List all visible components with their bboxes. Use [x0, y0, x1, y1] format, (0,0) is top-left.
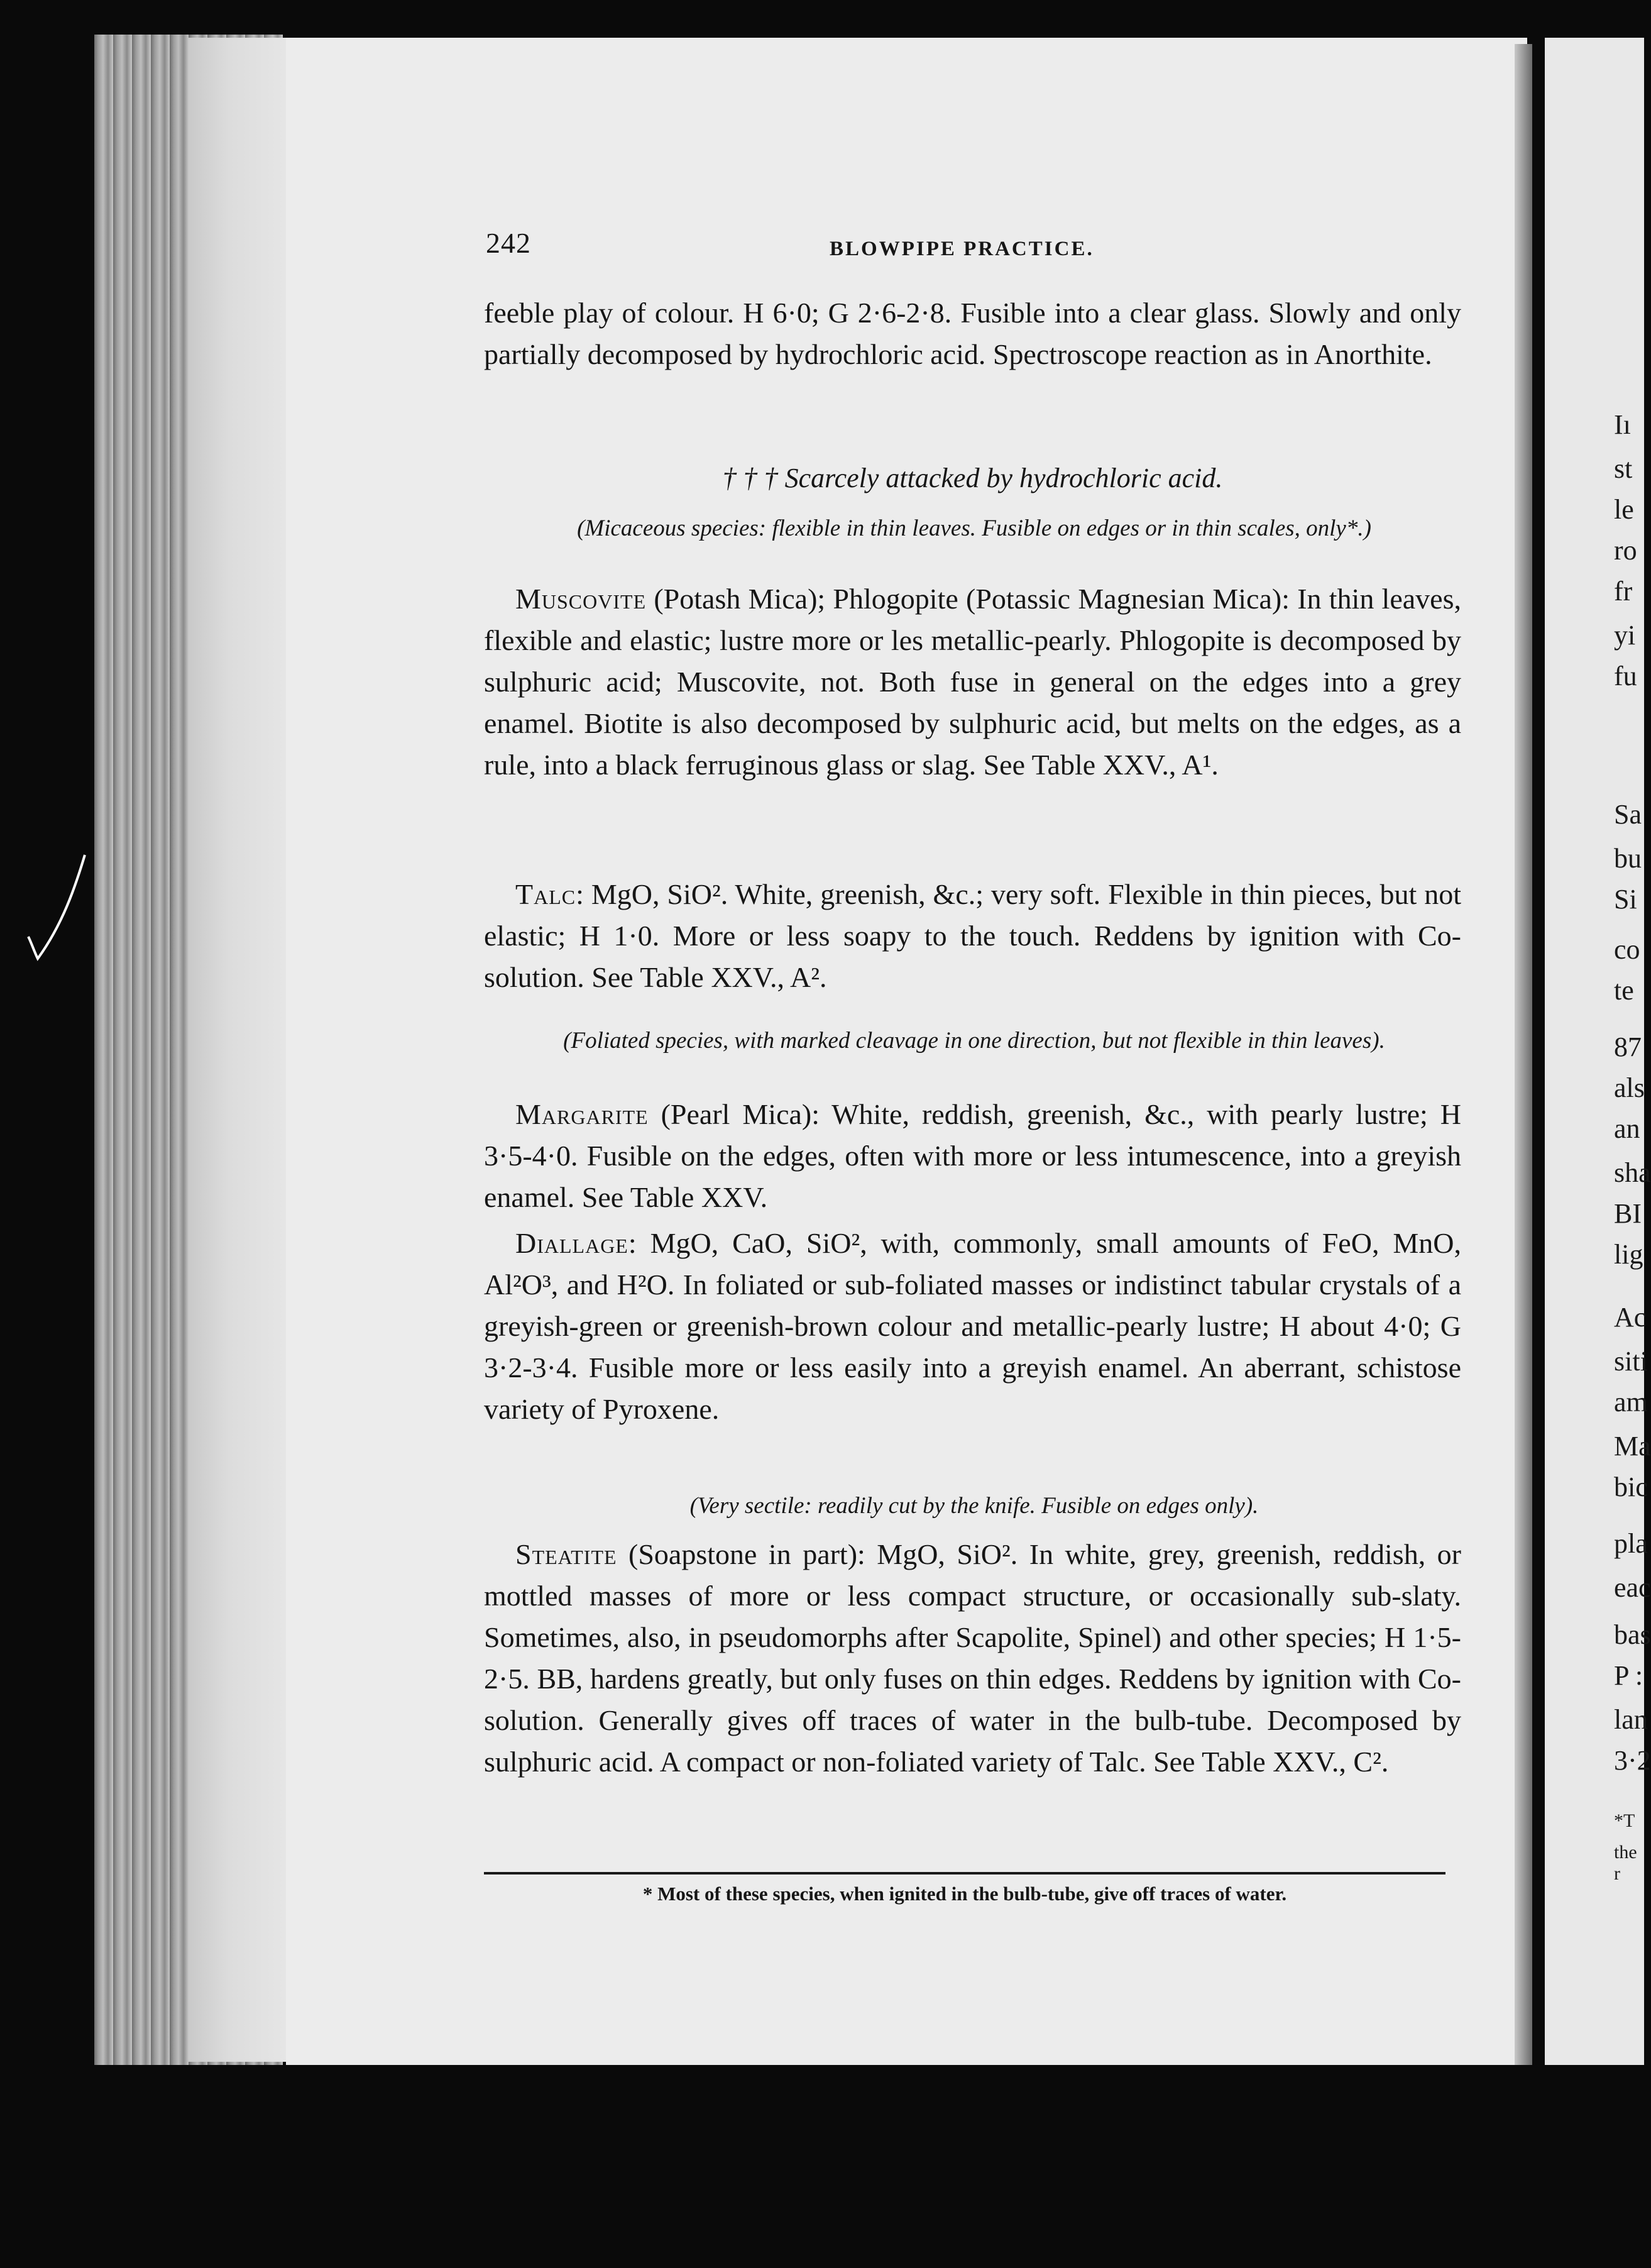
inner-margin-shadow: [189, 38, 289, 2062]
scan-border: [94, 2065, 1644, 2268]
facing-page-fragment: te: [1614, 975, 1634, 1006]
facing-page-fragment: fr: [1614, 576, 1633, 607]
steatite-text: (Soapstone in part): MgO, SiO². In white, grey, greenish, reddish, or mottled masses of more or less compact structure, or occasionally sub-slaty. Sometimes, also, in pseudomorphs after Scapolite, Spinel) and other species; H 1·5-2·5. BB, hardens greatly, but only fuses on thin edges. Reddens by ignition with Co-solution. Generally gives off traces of water in the bulb-tube. Decomposed by sulphuric acid. A compact or non-foliated variety of Talc. See Table XXV., C².: [484, 1538, 1461, 1778]
facing-page-fragment: als: [1614, 1072, 1645, 1103]
facing-page-fragment: an: [1614, 1113, 1640, 1144]
muscovite-lead: Muscovite: [515, 583, 647, 615]
margarite-lead: Margarite: [515, 1098, 649, 1130]
facing-page-fragment: BI: [1614, 1198, 1642, 1229]
footnote: * Most of these species, when ignited in the bulb-tube, give off traces of water.: [642, 1883, 1287, 1905]
facing-page-fragment: siti: [1614, 1346, 1648, 1377]
facing-page-fragment: ro: [1614, 535, 1637, 566]
facing-page-fragment: Ac: [1614, 1302, 1647, 1333]
facing-page-fragment: Sa: [1614, 799, 1642, 830]
muscovite-paragraph: [484, 578, 1461, 786]
facing-page-fragment: *T: [1614, 1810, 1635, 1831]
gutter-shadow: [1515, 44, 1532, 2074]
facing-page-fragment: bas: [1614, 1619, 1651, 1650]
facing-page-fragment: pla: [1614, 1528, 1648, 1559]
margarite-block: [484, 1094, 1461, 1218]
spine-gap: [1533, 38, 1545, 2081]
pencil-tick-mark: [25, 849, 94, 968]
note-micaceous: (Micaceous species: flexible in thin leaves. Fusible on edges or in thin scales, only*.): [577, 515, 1371, 541]
facing-page-fragment: sha: [1614, 1157, 1651, 1188]
diallage-block: [484, 1223, 1461, 1430]
page-number: 242: [486, 227, 531, 259]
facing-page-fragment: the r: [1614, 1842, 1637, 1884]
intro-paragraph: feeble play of colour. H 6·0; G 2·6-2·8. Fusible into a clear glass. Slowly and only partially decomposed by hydrochloric acid. Spectroscope reaction as in Anorthite.: [484, 297, 1461, 370]
facing-page-fragment: Si: [1614, 884, 1637, 915]
steatite-paragraph: [484, 1534, 1461, 1783]
margarite-paragraph: [484, 1094, 1461, 1218]
facing-page-fragment: 3·2: [1614, 1745, 1651, 1776]
diallage-lead: Diallage: [515, 1227, 628, 1259]
steatite-lead: Steatite: [515, 1538, 617, 1570]
facing-page-fragment: st: [1614, 453, 1633, 484]
diallage-paragraph: [484, 1223, 1461, 1430]
diallage-text: : MgO, CaO, SiO², with, commonly, small amounts of FeO, MnO, Al²O³, and H²O. In foliated or sub-foliated masses or indistinct tabular crystals of a greyish-green or greenish-brown colour and metallic-pearly lustre; H about 4·0; G 3·2-3·4. Fusible more or less easily into a greyish enamel. An aberrant, schistose variety of Pyroxene.: [484, 1227, 1461, 1425]
footnote-rule: [484, 1872, 1445, 1874]
running-head: BLOWPIPE PRACTICE.: [830, 238, 1094, 260]
note-foliated: (Foliated species, with marked cleavage in one direction, but not flexible in thin leaves).: [563, 1028, 1385, 1054]
facing-page-fragment: 87: [1614, 1032, 1642, 1062]
facing-page-fragment: am: [1614, 1387, 1648, 1418]
talc-text: : MgO, SiO². White, greenish, &c.; very soft. Flexible in thin pieces, but not elastic; H 1·0. More or less soapy to the touch. Reddens by ignition with Co-solution. See Table XXV., A².: [484, 878, 1461, 993]
facing-page-fragment: P :: [1614, 1660, 1643, 1691]
facing-page-fragment: bu: [1614, 843, 1642, 874]
facing-page-fragment: Ma: [1614, 1431, 1651, 1462]
facing-page-fragment: lan: [1614, 1704, 1648, 1735]
facing-page-fragment: lig: [1614, 1239, 1643, 1270]
note-sectile: (Very sectile: readily cut by the knife. Fusible on edges only).: [689, 1493, 1259, 1519]
margarite-text: (Pearl Mica): White, reddish, greenish, &c., with pearly lustre; H 3·5-4·0. Fusible on the edges, often with more or less intumescence, into a greyish enamel. See Table XXV.: [484, 1098, 1461, 1213]
facing-page-fragment: Iı: [1614, 409, 1631, 440]
intro-paragraph-block: [484, 292, 1461, 375]
talc-block: [484, 874, 1461, 998]
muscovite-text: (Potash Mica); Phlogopite (Potassic Magnesian Mica): In thin leaves, flexible and elastic; lustre more or les metallic-pearly. Phlogopite is decomposed by sulphuric acid; Muscovite, not. Both fuse in general on the edges into a grey enamel. Biotite is also decomposed by sulphuric acid, but melts on the edges, as a rule, into a black ferruginous glass or slag. See Table XXV., A¹.: [484, 583, 1461, 781]
facing-page-fragment: fu: [1614, 661, 1637, 691]
steatite-block: [484, 1534, 1461, 1783]
facing-page-fragment: yi: [1614, 620, 1636, 651]
talc-paragraph: [484, 874, 1461, 998]
muscovite-block: [484, 578, 1461, 786]
talc-lead: Talc: [515, 878, 576, 910]
facing-page-fragment: co: [1614, 934, 1640, 965]
facing-page-fragment: eac: [1614, 1572, 1651, 1603]
facing-page-fragment: bic: [1614, 1472, 1648, 1502]
facing-page-fragment: le: [1614, 494, 1634, 525]
section-heading: † † † Scarcely attacked by hydrochloric acid.: [722, 463, 1223, 493]
